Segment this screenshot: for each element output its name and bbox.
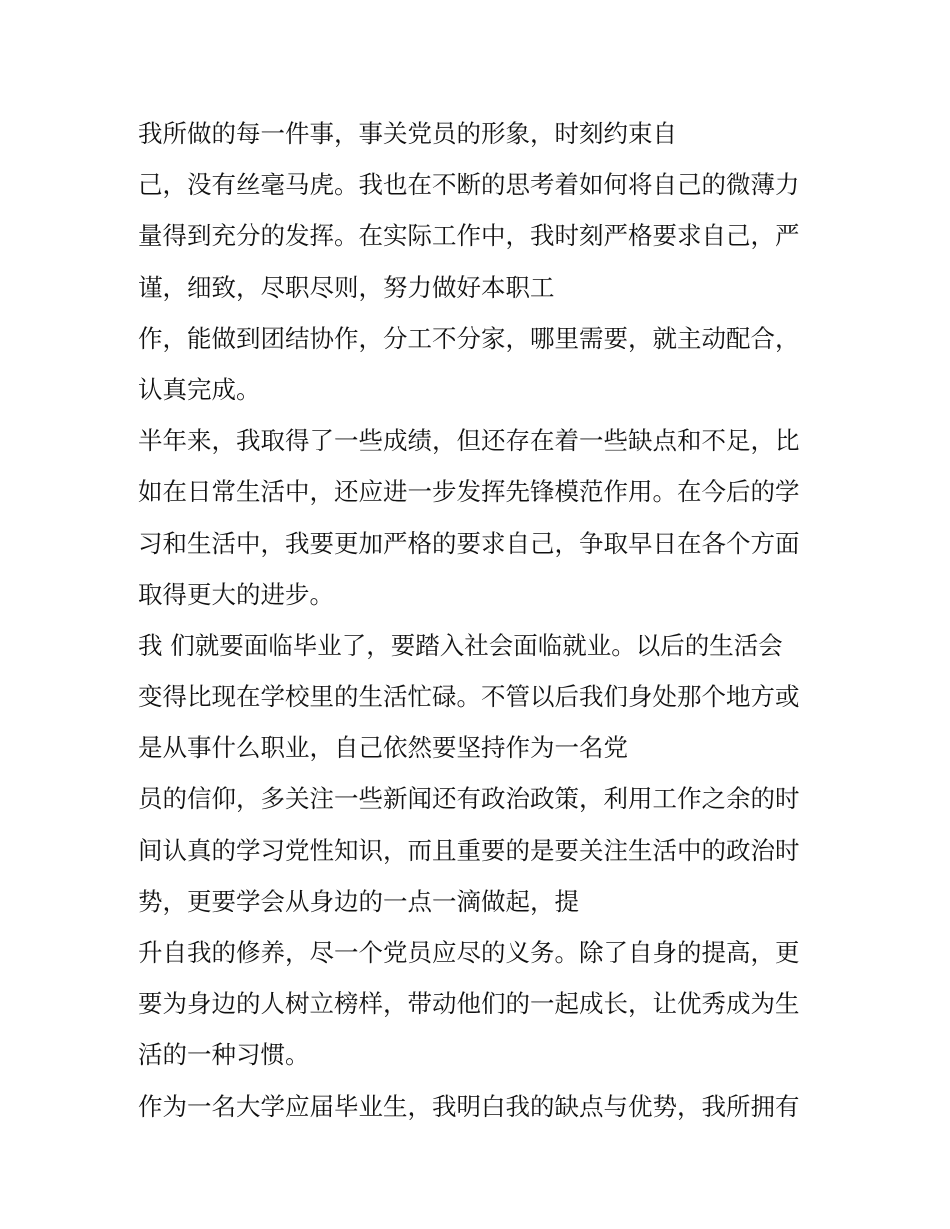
text-line: 量得到充分的发挥。在实际工作中，我时刻严格要求自己，严 [138, 221, 800, 251]
text-line: 升自我的修养，尽一个党员应尽的义务。除了自身的提高，更 [138, 938, 800, 967]
text-line: 员的信仰，多关注一些新闻还有政治政策，利用工作之余的时 [138, 784, 800, 814]
text-line: 取得更大的进步。 [138, 579, 334, 609]
text-line: 作为一名大学应届毕业生，我明白我的缺点与优势，我所拥有 [138, 1091, 800, 1121]
text-line: 要为身边的人树立榜样，带动他们的一起成长，让优秀成为生 [138, 989, 800, 1019]
text-line: 如在日常生活中，还应进一步发挥先锋模范作用。在今后的学 [138, 477, 800, 507]
text-line: 习和生活中，我要更加严格的要求自己，争取早日在各个方面 [138, 528, 800, 558]
text-line: 我所做的每一件事，事关党员的形象，时刻约束自 [138, 119, 677, 148]
text-line: 半年来，我取得了一些成绩，但还存在着一些缺点和不足，比 [138, 426, 800, 456]
text-line: 我 们就要面临毕业了，要踏入社会面临就业。以后的生活会 [138, 630, 783, 660]
text-line: 活的一种习惯。 [138, 1040, 310, 1070]
text-line: 变得比现在学校里的生活忙碌。不管以后我们身处那个地方或 [138, 682, 800, 712]
text-line: 势，更要学会从身边的一点一滴做起，提 [138, 886, 579, 916]
text-line: 认真完成。 [138, 374, 261, 404]
text-line: 间认真的学习党性知识，而且重要的是要关注生活中的政治时 [138, 835, 800, 865]
text-line: 作，能做到团结协作，分工不分家，哪里需要，就主动配合， [138, 323, 800, 353]
document-body-text [138, 108, 818, 1132]
text-line: 谨，细致，尽职尽则，努力做好本职工 [138, 272, 555, 302]
text-line: 己，没有丝毫马虎。我也在不断的思考着如何将自己的微薄力 [138, 170, 800, 200]
text-line: 是从事什么职业，自己依然要坚持作为一名党 [138, 733, 628, 763]
